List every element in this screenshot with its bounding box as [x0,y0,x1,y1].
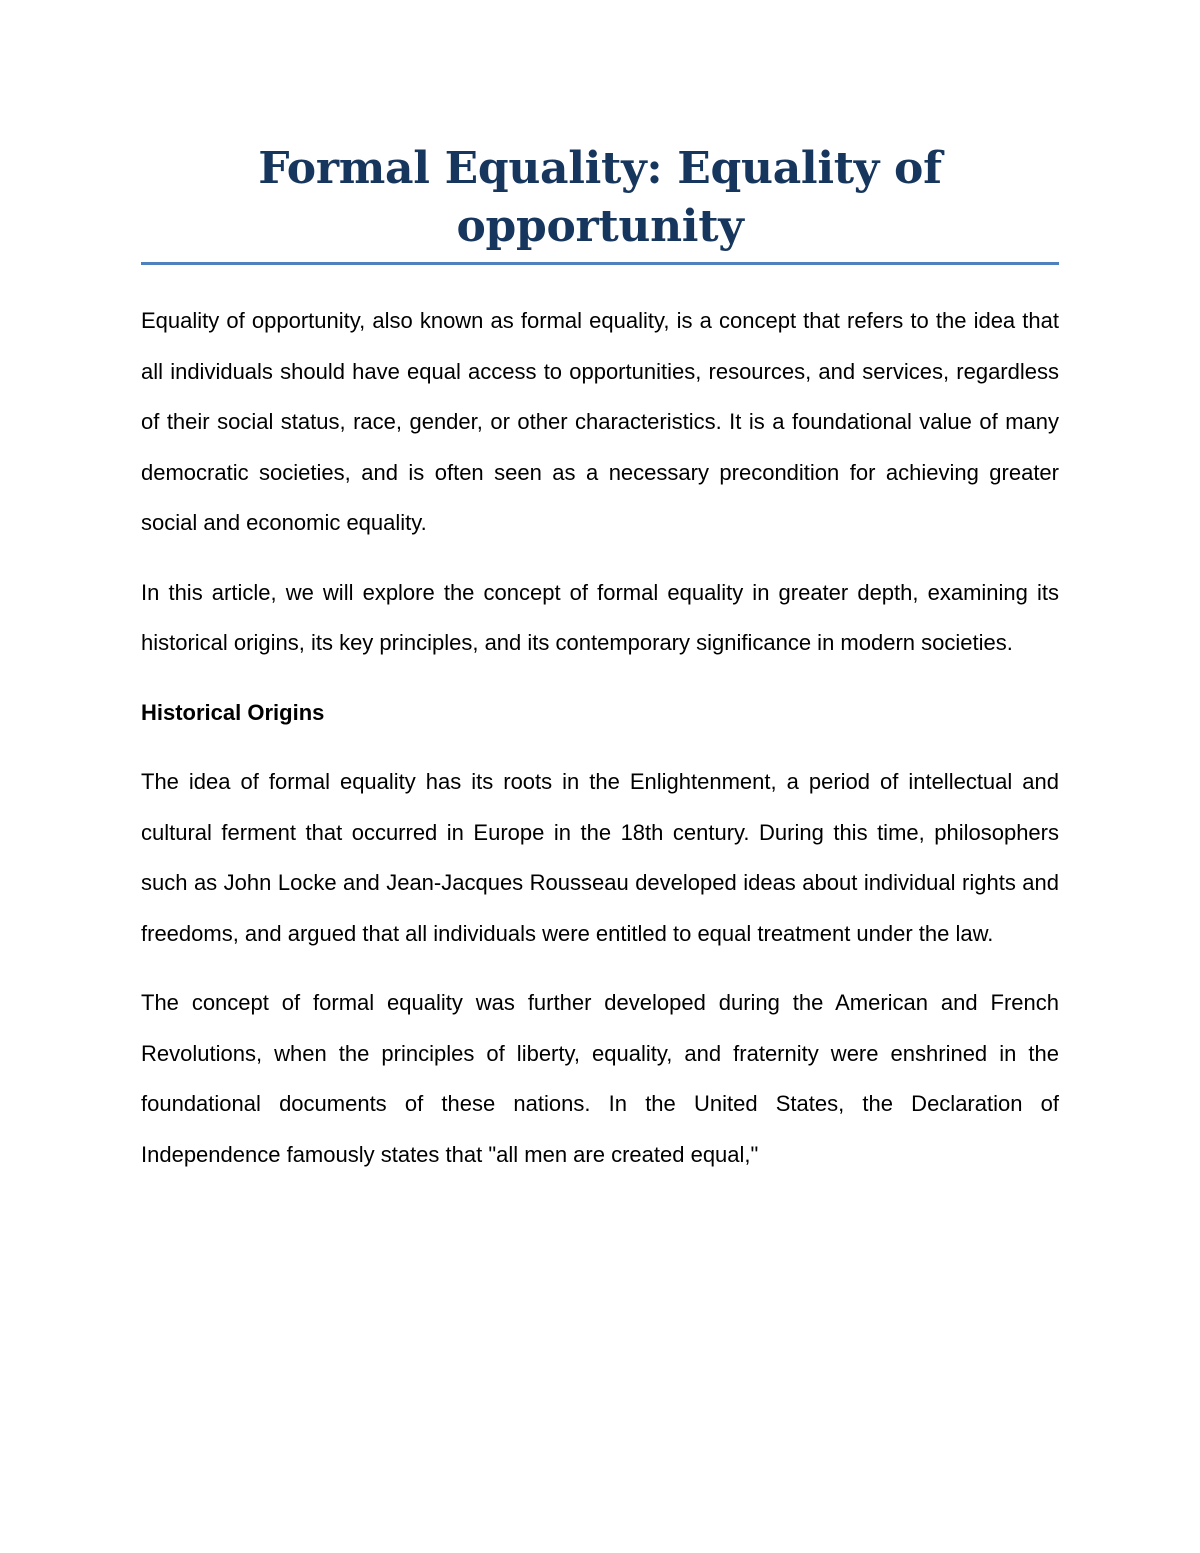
intro-paragraph-2: In this article, we will explore the concept of formal equality in greater depth, examining its historical origins, its key principles, and its contemporary significance in modern societies. [141,579,1059,655]
document-body [141,296,1059,1199]
historical-paragraph-1: The idea of formal equality has its roots in the Enlightenment, a period of intellectual and cultural ferment that occurred in Europe in the 18th century. During this time, philosophers such as John Locke and Jean-Jacques Rousseau developed ideas about individual rights and freedoms, and argued that all individuals were entitled to equal treatment under the law. [141,769,1059,946]
intro-paragraph-1: Equality of opportunity, also known as formal equality, is a concept that refers to the idea that all individuals should have equal access to opportunities, resources, and services, regardless of their social status, race, gender, or other characteristics. It is a foundational value of many democratic societies, and is often seen as a necessary precondition for achieving greater social and economic equality. [141,308,1059,535]
section-heading-historical-origins: Historical Origins [141,699,325,725]
title-block [141,140,1059,265]
title-underline-rule [141,262,1059,265]
historical-paragraph-2: The concept of formal equality was further developed during the American and French Revolutions, when the principles of liberty, equality, and fraternity were enshrined in the foundational documents of these nations. In the United States, the Declaration of Independence famously states that "all men are created equal," [141,990,1059,1167]
document-title: Formal Equality: Equality of opportunity [258,143,942,252]
